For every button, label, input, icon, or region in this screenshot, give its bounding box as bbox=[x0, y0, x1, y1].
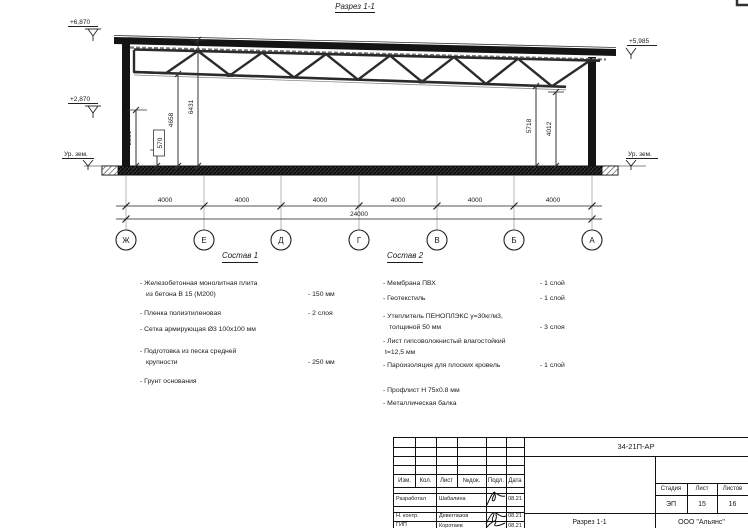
tb-col-data: Дата bbox=[508, 478, 522, 484]
composition-1-title: Состав 1 bbox=[222, 250, 258, 263]
elevation-ground-left bbox=[62, 151, 94, 170]
axis-bubbles bbox=[116, 230, 602, 250]
elevation-right-top bbox=[626, 38, 657, 59]
frame-corner-mark bbox=[737, 0, 748, 5]
sheets-label: Листов bbox=[722, 486, 743, 492]
doc-number: 34-21П-АР bbox=[617, 442, 655, 451]
elevation-left-top-label: +6,870 bbox=[70, 19, 91, 26]
bay-dim: 4000 bbox=[234, 197, 250, 204]
axis-label: В bbox=[434, 236, 440, 245]
tb-date: 08.21 bbox=[508, 513, 522, 519]
tb-col-kol: Кол. bbox=[419, 478, 432, 484]
dim-6431: 6431 bbox=[188, 99, 195, 115]
bay-dim: 4000 bbox=[312, 197, 328, 204]
signature-icon bbox=[484, 508, 508, 528]
drawing-name: Разрез 1-1 bbox=[572, 519, 607, 526]
elevation-ground-left-label: Ур. зем. bbox=[64, 151, 88, 158]
composition-list-2 bbox=[383, 250, 583, 409]
list-item: - Утеплитель ПЕНОПЛЭКС γ=30кг/м3, толщиной 50 мм - 3 слоя bbox=[383, 313, 565, 331]
composition-2-title: Состав 2 bbox=[387, 250, 423, 263]
elevation-ground-right bbox=[626, 151, 658, 170]
tb-name: Девеглазов bbox=[439, 513, 469, 519]
section-drawing bbox=[0, 0, 748, 260]
company-name: ООО "Альянс" bbox=[678, 518, 725, 526]
stage-label: Стадия bbox=[660, 486, 682, 492]
tb-role: Н. контр. bbox=[396, 513, 419, 519]
axis-label: Е bbox=[201, 236, 207, 245]
axis-label: Б bbox=[511, 236, 517, 245]
total-dim: 24000 bbox=[349, 211, 369, 218]
list-item: - Лист гипсоволокнистый влагостойкий t=12,5 мм bbox=[383, 338, 506, 356]
tb-date: 08.21 bbox=[508, 496, 522, 502]
list-item: - Мембрана ПВХ - 1 слой bbox=[383, 280, 565, 287]
vertical-dims-left bbox=[126, 37, 206, 169]
list-item: - Грунт основания bbox=[140, 378, 197, 385]
axis-label: Ж bbox=[122, 236, 130, 245]
list-item: - Железобетонная монолитная плита из бетона В 15 (М200) - 150 мм bbox=[140, 280, 335, 298]
list-item: - Подготовка из песка средней крупности - 250 мм bbox=[140, 348, 335, 366]
tb-name: Шабалина bbox=[439, 496, 466, 502]
axis-label: А bbox=[589, 236, 595, 245]
list-item: - Пароизоляция для плоских кровель - 1 слой bbox=[383, 362, 565, 369]
elevation-ground-right-label: Ур. зем. bbox=[628, 151, 652, 158]
tb-role: Разработал bbox=[396, 495, 426, 502]
composition-list-1 bbox=[140, 250, 350, 387]
elevation-left-mid bbox=[68, 96, 101, 118]
bay-dim: 4000 bbox=[157, 197, 173, 204]
bay-dim: 4000 bbox=[467, 197, 483, 204]
list-item: - Пленка полиэтиленовая - 2 слоя bbox=[140, 310, 333, 317]
section-title-text: Разрез 1-1 bbox=[335, 2, 375, 11]
floor-slab bbox=[84, 166, 646, 175]
tb-col-ndok: №док. bbox=[462, 478, 481, 484]
column-right bbox=[588, 57, 596, 166]
list-item: - Профлист Н 75х0.8 мм bbox=[383, 387, 460, 394]
tb-col-list: Лист bbox=[439, 478, 454, 484]
bay-dim: 4000 bbox=[545, 197, 561, 204]
bottom-dims bbox=[116, 176, 602, 230]
axis-label: Д bbox=[278, 236, 284, 245]
dim-2300: 2300 bbox=[126, 130, 133, 146]
stage-value: ЭП bbox=[665, 500, 677, 508]
axis-label: Г bbox=[356, 236, 362, 245]
column-left bbox=[122, 42, 130, 166]
tb-name: Коротаев bbox=[439, 522, 463, 528]
vertical-dims-right bbox=[526, 83, 564, 169]
title-block bbox=[393, 437, 748, 528]
dim-4012: 4012 bbox=[546, 121, 553, 137]
sheet-label: Лист bbox=[695, 486, 709, 492]
tb-col-izm: Изм. bbox=[398, 478, 411, 484]
elevation-left-mid-label: +2,870 bbox=[70, 96, 91, 103]
elevation-right-top-label: +5,985 bbox=[629, 38, 650, 45]
list-item: - Сетка армирующая Ø3 100х100 мм bbox=[140, 326, 256, 333]
dim-570: 570 bbox=[157, 137, 164, 149]
sheet-value: 15 bbox=[698, 500, 706, 508]
footing-right bbox=[602, 166, 618, 175]
elevation-left-top bbox=[68, 19, 101, 41]
bay-dim: 4000 bbox=[390, 197, 406, 204]
list-item: - Металлическая балка bbox=[383, 400, 457, 407]
dim-4658: 4658 bbox=[168, 112, 175, 128]
tb-role: ГИП bbox=[396, 522, 407, 528]
truss bbox=[134, 50, 600, 90]
tb-col-podl: Подл. bbox=[487, 478, 505, 484]
sheets-value: 16 bbox=[728, 500, 737, 508]
list-item: - Геотекстиль - 1 слой bbox=[383, 295, 565, 302]
tb-divider bbox=[524, 438, 525, 528]
footing-left bbox=[102, 166, 118, 175]
tb-date: 08.21 bbox=[508, 522, 522, 528]
dim-5718: 5718 bbox=[526, 118, 533, 134]
signature-icon bbox=[484, 488, 508, 508]
